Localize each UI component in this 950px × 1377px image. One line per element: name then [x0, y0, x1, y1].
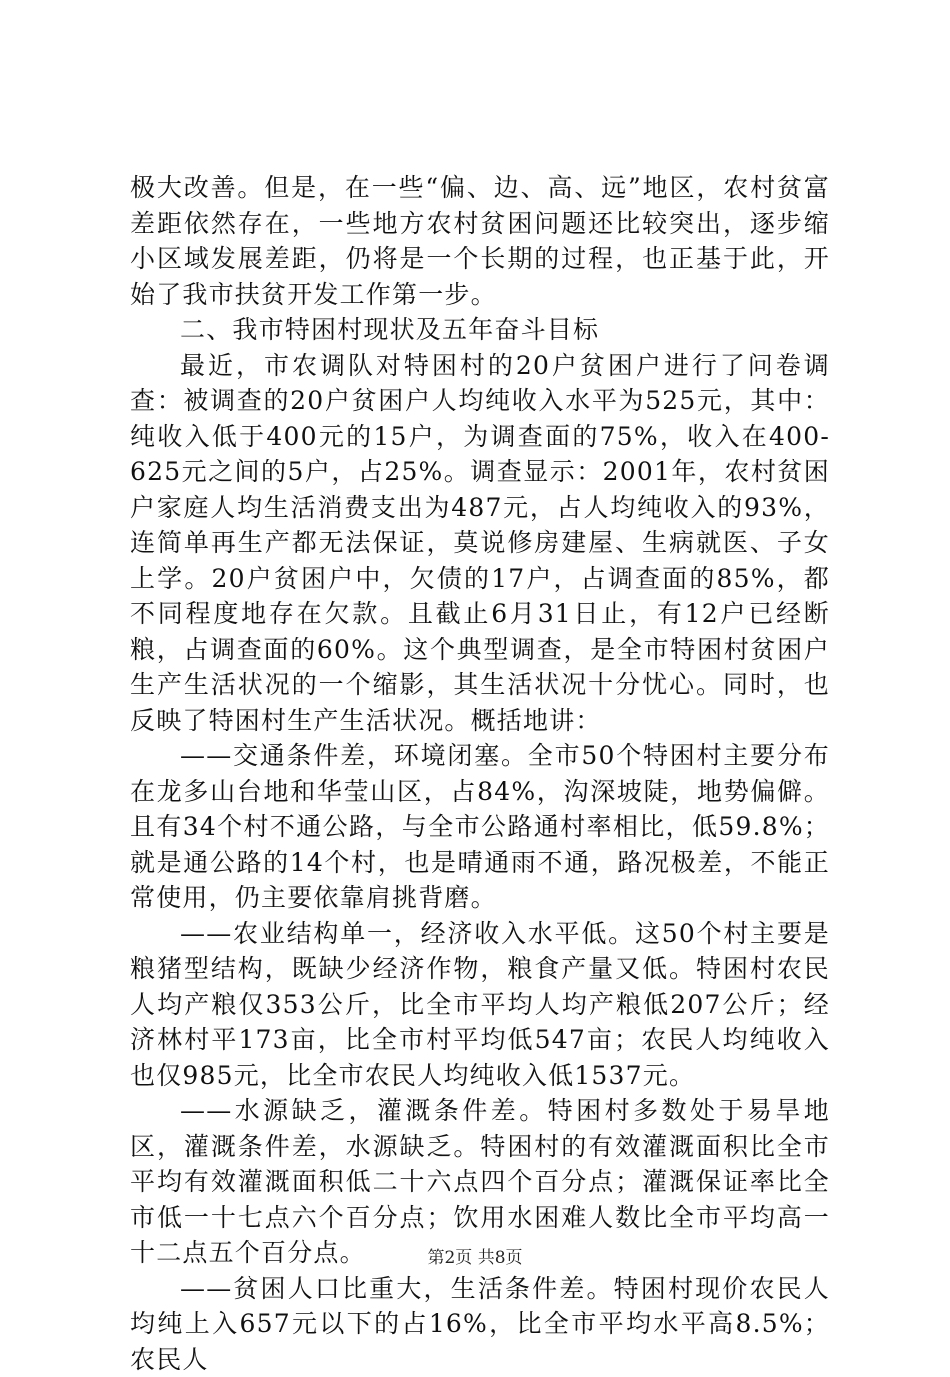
- paragraph-poverty: ——贫困人口比重大，生活条件差。特困村现价农民人均纯上入657元以下的占16%，比全市平均水平高8.5%；农民人: [130, 1271, 830, 1377]
- paragraph-agriculture: ——农业结构单一，经济收入水平低。这50个村主要是粮猪型结构，既缺少经济作物，粮食产量又低。特困村农民人均产粮仅353公斤，比全市平均人均产粮低207公斤；经济林村平173亩，比全市村平均低547亩；农民人均纯收入也仅985元，比全市农民人均纯收入低1537元。: [130, 916, 830, 1094]
- paragraph-survey: 最近，市农调队对特困村的20户贫困户进行了问卷调查：被调查的20户贫困户人均纯收入水平为525元，其中：纯收入低于400元的15户，为调查面的75%，收入在400-625元之间的5户，占25%。调查显示：2001年，农村贫困户家庭人均生活消费支出为487元，占人均纯收入的93%，连简单再生产都无法保证，莫说修房建屋、生病就医、子女上学。20户贫困户中，欠债的17户，占调查面的85%，都不同程度地存在欠款。且截止6月31日止，有12户已经断粮，占调查面的60%。这个典型调查，是全市特困村贫困户生产生活状况的一个缩影，其生活状况十分忧心。同时，也反映了特困村生产生活状况。概括地讲：: [130, 348, 830, 739]
- page-footer: 第2页 共8页: [0, 1243, 950, 1268]
- paragraph-1: 极大改善。但是，在一些“偏、边、高、远”地区，农村贫富差距依然存在，一些地方农村贫困问题还比较突出，逐步缩小区域发展差距，仍将是一个长期的过程，也正基于此，开始了我市扶贫开发工作第一步。: [130, 170, 830, 312]
- paragraph-transport: ——交通条件差，环境闭塞。全市50个特困村主要分布在龙多山台地和华莹山区，占84%，沟深坡陡，地势偏僻。且有34个村不通公路，与全市公路通村率相比，低59.8%；就是通公路的14个村，也是晴通雨不通，路况极差，不能正常使用，仍主要依靠肩挑背磨。: [130, 738, 830, 916]
- body-text: [130, 170, 830, 1377]
- section-heading: 二、我市特困村现状及五年奋斗目标: [130, 312, 830, 348]
- paragraph-water: ——水源缺乏，灌溉条件差。特困村多数处于易旱地区，灌溉条件差，水源缺乏。特困村的有效灌溉面积比全市平均有效灌溉面积低二十六点四个百分点；灌溉保证率比全市低一十七点六个百分点；饮用水困难人数比全市平均高一十二点五个百分点。: [130, 1093, 830, 1271]
